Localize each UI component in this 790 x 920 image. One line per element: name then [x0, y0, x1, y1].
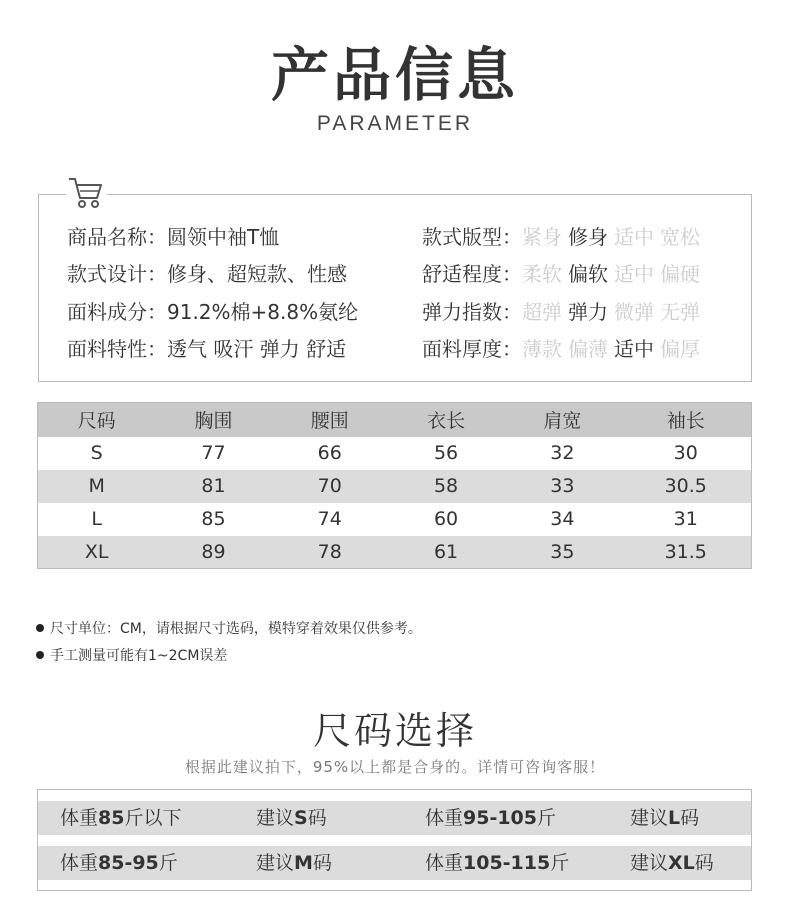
info-row-elasticity: 弹力指数：超弹 弹力 微弹 无弹 — [422, 300, 700, 324]
info-row-feature: 面料特性：透气 吸汗 弹力 舒适 — [67, 337, 347, 361]
info-row-fit: 款式版型：紧身 修身 适中 宽松 — [422, 225, 700, 249]
size-recommendation-panel — [37, 789, 752, 891]
table-cell: 30 — [621, 437, 752, 470]
table-header-row — [38, 403, 752, 437]
table-row — [38, 437, 752, 470]
option-unselected: 宽松 — [660, 225, 700, 249]
table-cell: S — [38, 437, 156, 470]
notes-list — [36, 616, 422, 670]
table-cell: 78 — [272, 536, 388, 569]
page-title: 产品信息 — [270, 41, 519, 109]
option-unselected: 无弹 — [660, 300, 700, 324]
option-selected: 偏软 — [568, 262, 608, 286]
table-header-cell: 衣长 — [388, 403, 504, 437]
size-suggestion-cell: 建议S码 — [256, 807, 327, 829]
table-header-cell: 尺码 — [38, 403, 156, 437]
option-selected: 修身 — [568, 225, 608, 249]
table-cell: 30.5 — [621, 470, 752, 503]
info-row-thickness: 面料厚度：薄款 偏薄 适中 偏厚 — [422, 337, 700, 361]
table-row — [38, 536, 752, 569]
option-unselected: 柔软 — [522, 262, 562, 286]
table-header-cell: 腰围 — [272, 403, 388, 437]
option-unselected: 偏硬 — [660, 262, 700, 286]
table-cell: XL — [38, 536, 156, 569]
weight-range-cell: 体重85-95斤 — [60, 852, 178, 874]
size-suggestion-cell: 建议M码 — [256, 852, 332, 874]
size-suggestion-cell: 建议XL码 — [630, 852, 714, 874]
table-cell: 77 — [155, 437, 271, 470]
option-unselected: 适中 — [614, 225, 654, 249]
table-cell: 35 — [504, 536, 620, 569]
size-select-subtitle: 根据此建议拍下，95%以上都是合身的。详情可咨询客服！ — [184, 758, 606, 776]
bullet-icon — [36, 624, 44, 632]
size-suggestion-cell: 建议L码 — [630, 807, 700, 829]
table-cell: 89 — [155, 536, 271, 569]
shopping-cart-icon — [67, 176, 103, 210]
table-cell: 32 — [504, 437, 620, 470]
table-cell: 61 — [388, 536, 504, 569]
option-unselected: 偏薄 — [568, 337, 608, 361]
option-unselected: 超弹 — [522, 300, 562, 324]
table-cell: 31.5 — [621, 536, 752, 569]
size-select-title: 尺码选择 — [312, 709, 477, 753]
option-selected: 弹力 — [568, 300, 608, 324]
table-cell: L — [38, 503, 156, 536]
weight-range-cell: 体重95-105斤 — [425, 807, 557, 829]
option-selected: 适中 — [614, 337, 654, 361]
option-unselected: 紧身 — [522, 225, 562, 249]
weight-range-cell: 体重85斤以下 — [60, 807, 182, 829]
table-cell: M — [38, 470, 156, 503]
list-item: 尺寸单位：CM，请根据尺寸选码，模特穿着效果仅供参考。 — [36, 616, 422, 643]
table-cell: 58 — [388, 470, 504, 503]
page-subtitle: PARAMETER — [316, 112, 474, 135]
info-row-name: 商品名称：圆领中袖T恤 — [67, 225, 280, 249]
table-cell: 33 — [504, 470, 620, 503]
table-cell: 70 — [272, 470, 388, 503]
table-header-cell: 袖长 — [621, 403, 752, 437]
table-cell: 31 — [621, 503, 752, 536]
table-header-cell: 肩宽 — [504, 403, 620, 437]
info-row-material: 面料成分：91.2%棉+8.8%氨纶 — [67, 300, 359, 324]
table-cell: 81 — [155, 470, 271, 503]
table-row — [38, 470, 752, 503]
table-cell: 85 — [155, 503, 271, 536]
table-row — [38, 503, 752, 536]
info-row-comfort: 舒适程度：柔软 偏软 适中 偏硬 — [422, 262, 700, 286]
weight-range-cell: 体重105-115斤 — [425, 852, 570, 874]
option-unselected: 微弹 — [614, 300, 654, 324]
table-cell: 60 — [388, 503, 504, 536]
info-row-design: 款式设计：修身、超短款、性感 — [67, 262, 347, 286]
bullet-icon — [36, 651, 44, 659]
table-cell: 34 — [504, 503, 620, 536]
table-cell: 56 — [388, 437, 504, 470]
list-item: 手工测量可能有1~2CM误差 — [36, 643, 422, 670]
table-header-cell: 胸围 — [155, 403, 271, 437]
table-cell: 74 — [272, 503, 388, 536]
product-info-panel — [38, 194, 752, 382]
size-chart-table — [37, 402, 752, 569]
option-unselected: 薄款 — [522, 337, 562, 361]
table-cell: 66 — [272, 437, 388, 470]
option-unselected: 适中 — [614, 262, 654, 286]
option-unselected: 偏厚 — [660, 337, 700, 361]
